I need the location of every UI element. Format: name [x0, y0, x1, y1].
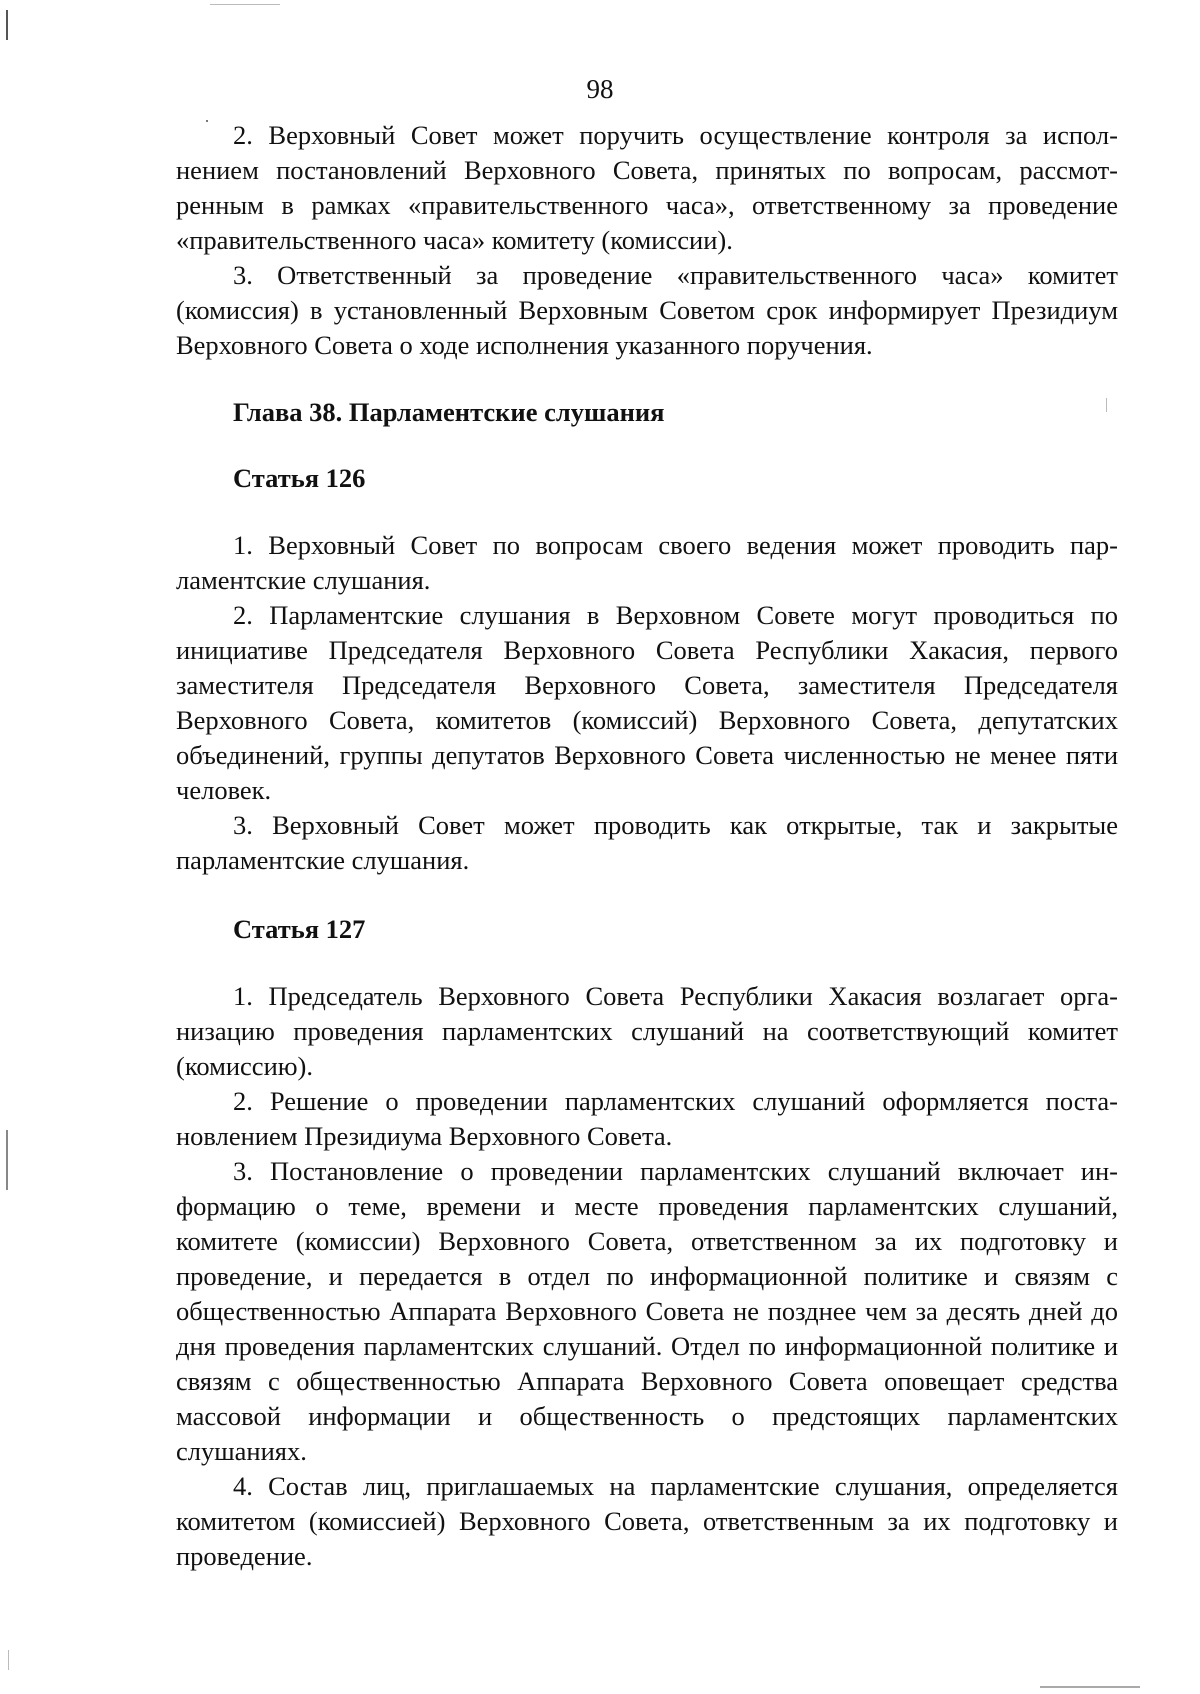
scan-artifact	[1040, 1686, 1140, 1688]
article-title: Статья 127	[233, 914, 366, 944]
paragraph: 3. Постановление о проведении парламентских слушаний включает информацию о теме, времени и месте проведения парламентских слушаний, комитете (комиссии) Верховного Совета, ответственном за их подготовку и проведение, и передается в отдел по информационной политике и связям с общественностью Аппарата Верховного Совета не позднее чем за десять дней до дня проведения парламентских слушаний. Отдел по информационной политике и связям с общественностью Аппарата Верховного Совета оповещает средства массовой информации и общественность о предстоящих парламентских слушаниях.	[176, 1156, 1118, 1466]
paragraph: 3. Верховный Совет может проводить как открытые, так и закрытые парламентские слушания.	[176, 810, 1118, 875]
paragraph: 2. Решение о проведении парламентских слушаний оформляется постановлением Президиума Верховного Совета.	[176, 1086, 1118, 1151]
scan-artifact	[210, 4, 280, 5]
paragraph: 1. Председатель Верховного Совета Республики Хакасия возлагает организацию проведения парламентских слушаний на соответствующий комитет (комиссию).	[176, 981, 1118, 1081]
paragraph: 1. Верховный Совет по вопросам своего ведения может проводить парламентские слушания.	[176, 530, 1118, 595]
scan-artifact	[6, 10, 8, 40]
paragraph: 2. Верховный Совет может поручить осуществление контроля за исполнением постановлений Верховного Совета, принятых по вопросам, рассмотренным в рамках «правительственного часа», ответственному за проведение «правительственного часа» комитету (комиссии).	[176, 120, 1118, 255]
document-body	[176, 118, 1118, 1574]
article-title: Статья 126	[233, 463, 366, 493]
page-number: 98	[586, 74, 614, 104]
scan-artifact	[8, 1650, 9, 1670]
chapter-title: Глава 38. Парламентские слушания	[233, 397, 665, 427]
paragraph: 2. Парламентские слушания в Верховном Совете могут проводиться по инициативе Председателя Верховного Совета Республики Хакасия, первого заместителя Председателя Верховного Совета, заместителя Председателя Верховного Совета, комитетов (комиссий) Верховного Совета, депутатских объединений, группы депутатов Верховного Совета численностью не менее пяти человек.	[176, 600, 1118, 805]
paragraph: 3. Ответственный за проведение «правительственного часа» комитет (комиссия) в установленный Верховным Советом срок информирует Президиум Верховного Совета о ходе исполнения указанного поручения.	[176, 260, 1118, 360]
paragraph: 4. Состав лиц, приглашаемых на парламентские слушания, определяется комитетом (комиссией) Верховного Совета, ответственным за их подготовку и проведение.	[176, 1471, 1118, 1571]
scan-artifact	[6, 1130, 8, 1190]
